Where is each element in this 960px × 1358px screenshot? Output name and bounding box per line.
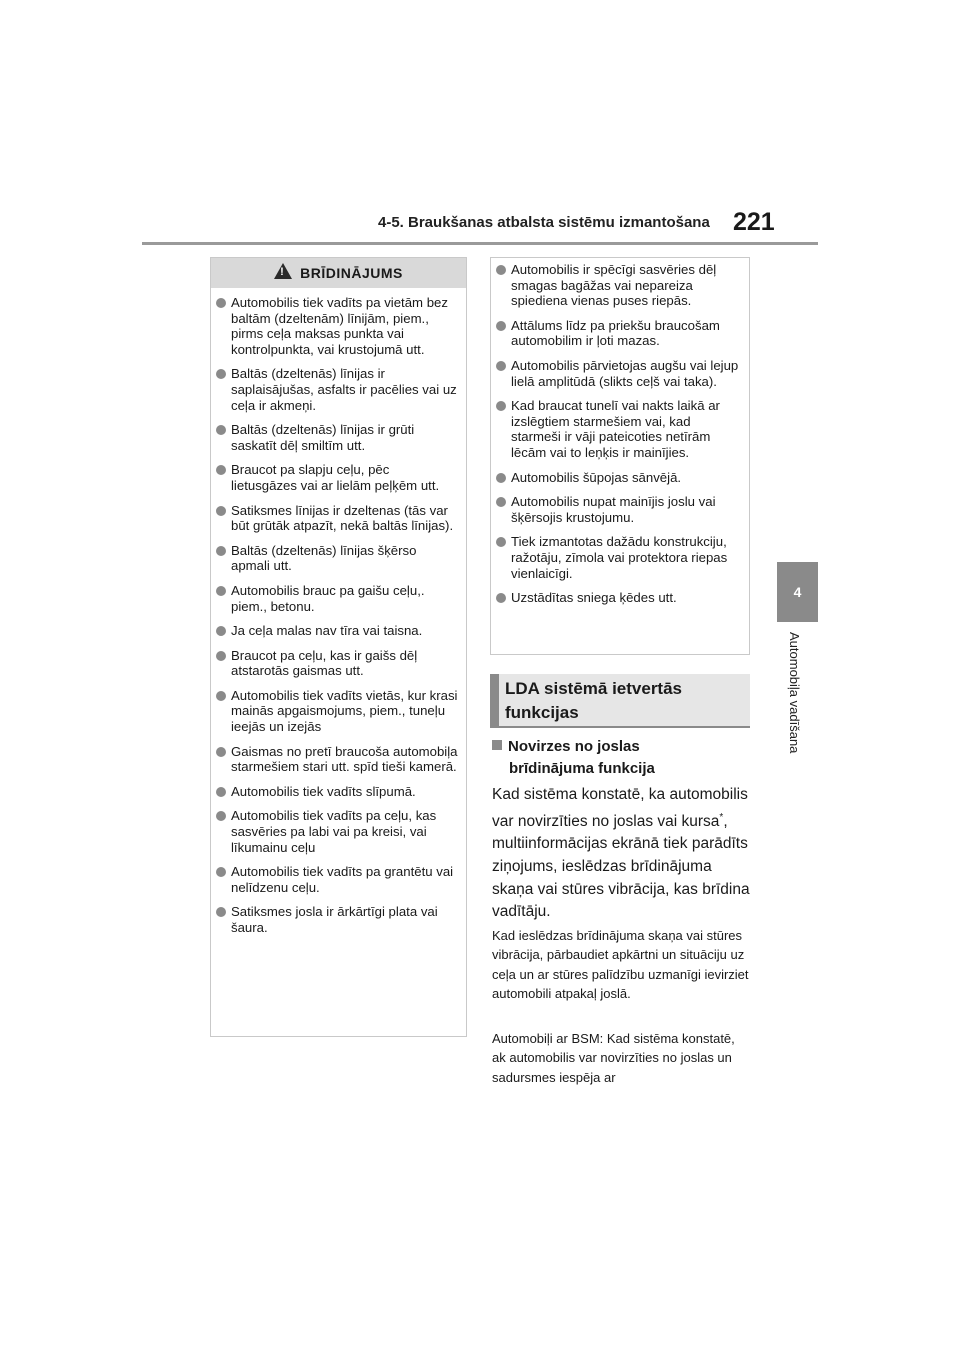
- warning-item-text: Gaismas no pretī braucoša automobiļa starmešiem stari utt. spīd tieši kamerā.: [231, 743, 458, 775]
- warning-item-text: Automobilis nupat mainījis joslu vai šķērsojis krustojumu.: [511, 494, 716, 525]
- square-bullet-icon: [492, 740, 502, 750]
- bullet-icon: [496, 265, 506, 275]
- warning-item: [214, 784, 458, 800]
- warning-list: [214, 295, 458, 936]
- warning-item-text: Baltās (dzeltenās) līnijas šķērso apmali utt.: [231, 542, 417, 574]
- page-number: 221: [733, 208, 775, 236]
- bullet-icon: [496, 497, 506, 507]
- warning-item-text: Automobilis tiek vadīts pa vietām bez baltām (dzeltenām) līnijām, piem., pirms ceļa maksas punkta vai kontrolpunkta, vai krustojumā utt.: [231, 295, 448, 357]
- warning-item-text: Ja ceļa malas nav tīra vai taisna.: [231, 623, 423, 639]
- warning-box-continued: [490, 257, 750, 655]
- section-heading: LDA sistēmā ietvertās funkcijas: [490, 674, 750, 728]
- bullet-icon: [216, 867, 226, 877]
- chapter-tab-number: 4: [777, 562, 818, 622]
- warning-item: [214, 808, 458, 855]
- chapter-tab-label: Automobiļa vadīšana: [787, 632, 802, 754]
- warning-item: [494, 470, 741, 486]
- body-text-b: , multiinformācijas ekrānā tiek parādīts ziņojums, ieslēdzas brīdinājuma skaņa vai stūres vibrācija, kas brīdina vadītāju.: [492, 812, 750, 921]
- warning-item-text: Automobilis pārvietojas augšu vai lejup lielā amplitūdā (slikts ceļš vai taka).: [511, 357, 739, 389]
- warning-item-text: Attālums līdz pa priekšu braucošam automobilim ir ļoti mazas.: [511, 317, 720, 349]
- warning-item: [214, 366, 458, 413]
- body-paragraph-note: Kad ieslēdzas brīdinājuma skaņa vai stūres vibrācija, pārbaudiet apkārtni un situāciju uz ceļa un ar stūres palīdzību uzmanīgi ievirziet automobili atpakaļ joslā.: [492, 928, 749, 1002]
- warning-item: [214, 744, 458, 775]
- warning-item-text: Braucot pa ceļu, kas ir gaišs dēļ atstarotās gaismas utt.: [231, 647, 418, 679]
- bullet-icon: [216, 651, 226, 661]
- warning-item-text: Uzstādītas sniega ķēdes utt.: [511, 590, 677, 606]
- warning-item-text: Satiksmes josla ir ārkārtīgi plata vai šaura.: [231, 904, 438, 935]
- warning-item: [494, 534, 741, 581]
- warning-item-text: Kad braucat tunelī vai nakts laikā ar izslēgtiem starmešiem vai, kad starmeši ir vāji pateicoties netīrām lēcām vai to leņķis ir mainījies.: [511, 398, 720, 460]
- footnote-marker: *: [719, 811, 724, 823]
- bullet-icon: [216, 787, 226, 797]
- bullet-icon: [496, 321, 506, 331]
- warning-item-text: Braucot pa slapju ceļu, pēc lietusgāzes vai ar lielām peļķēm utt.: [231, 462, 440, 493]
- bullet-icon: [496, 473, 506, 483]
- warning-title: BRĪDINĀJUMS: [300, 265, 403, 281]
- warning-item: [214, 688, 458, 735]
- bullet-icon: [216, 465, 226, 475]
- warning-item: [494, 318, 741, 349]
- warning-item-text: Baltās (dzeltenās) līnijas ir saplaisājušas, asfalts ir pacēlies vai uz ceļa ir akmeņi.: [231, 366, 457, 413]
- warning-item: [494, 494, 741, 525]
- bullet-icon: [216, 586, 226, 596]
- bullet-icon: [216, 811, 226, 821]
- warning-item-text: Automobilis tiek vadīts pa ceļu, kas sasvēries pa labi vai pa kreisi, vai līkumainu ceļu: [231, 808, 437, 855]
- subheading: [492, 736, 750, 780]
- bullet-icon: [216, 298, 226, 308]
- warning-item: [214, 295, 458, 357]
- warning-item-text: Automobilis tiek vadīts pa grantētu vai nelīdzenu ceļu.: [231, 864, 454, 895]
- warning-item-text: Satiksmes līnijas ir dzeltenas (tās var būt grūtāk atpazīt, nekā baltās līnijas).: [231, 502, 454, 534]
- warning-item: [214, 422, 458, 453]
- warning-item: [494, 262, 741, 309]
- body-text-a: Kad sistēma konstatē, ka automobilis var novirzīties no joslas vai kursa: [492, 786, 748, 830]
- warning-item: [494, 398, 741, 460]
- bullet-icon: [216, 691, 226, 701]
- bullet-icon: [216, 747, 226, 757]
- warning-item-text: Baltās (dzeltenās) līnijas ir grūti saskatīt dēļ smiltīm utt.: [231, 422, 415, 453]
- warning-item-text: Automobilis brauc pa gaišu ceļu,. piem., betonu.: [231, 582, 425, 614]
- warning-item: [214, 583, 458, 614]
- warning-item-text: Automobilis šūpojas sānvējā.: [511, 469, 682, 485]
- body-paragraph-main: [492, 784, 750, 924]
- header-divider: [142, 242, 818, 245]
- bullet-icon: [216, 626, 226, 636]
- subheading-line-1: Novirzes no joslas: [508, 738, 640, 755]
- bullet-icon: [216, 546, 226, 556]
- warning-item-text: Automobilis tiek vadīts slīpumā.: [231, 783, 416, 799]
- bullet-icon: [216, 506, 226, 516]
- warning-box: [210, 257, 467, 1037]
- warning-item-text: Automobilis ir spēcīgi sasvēries dēļ smagas bagāžas vai nepareiza spiediena vienas puses riepās.: [511, 262, 717, 309]
- warning-item-text: Automobilis tiek vadīts vietās, kur krasi mainās apgaismojums, piem., tuneļu ieejās un izejās: [231, 687, 458, 735]
- running-header-section: 4-5. Braukšanas atbalsta sistēmu izmantošana: [378, 214, 710, 231]
- bullet-icon: [496, 361, 506, 371]
- warning-item-text: Tiek izmantotas dažādu konstrukciju, ražotāju, zīmola vai protektora riepas vienlaicīgi.: [511, 534, 728, 581]
- warning-item: [214, 648, 458, 679]
- body-paragraph-bsm: Automobiļi ar BSM: Kad sistēma konstatē, ak automobilis var novirzīties no joslas un sadursmes iespēja ar: [492, 1031, 735, 1085]
- warning-item: [214, 904, 458, 935]
- bullet-icon: [216, 425, 226, 435]
- warning-item: [494, 358, 741, 389]
- warning-item: [494, 590, 741, 606]
- warning-triangle-icon: [274, 263, 292, 279]
- warning-header: [211, 258, 466, 288]
- warning-item: [214, 623, 458, 639]
- warning-item: [214, 462, 458, 493]
- bullet-icon: [496, 401, 506, 411]
- warning-item: [214, 543, 458, 574]
- warning-item: [214, 864, 458, 895]
- bullet-icon: [216, 369, 226, 379]
- bullet-icon: [496, 537, 506, 547]
- warning-list-continued: [494, 262, 741, 606]
- bullet-icon: [496, 593, 506, 603]
- warning-item: [214, 503, 458, 534]
- bullet-icon: [216, 907, 226, 917]
- subheading-line-2: brīdinājuma funkcija: [509, 760, 655, 777]
